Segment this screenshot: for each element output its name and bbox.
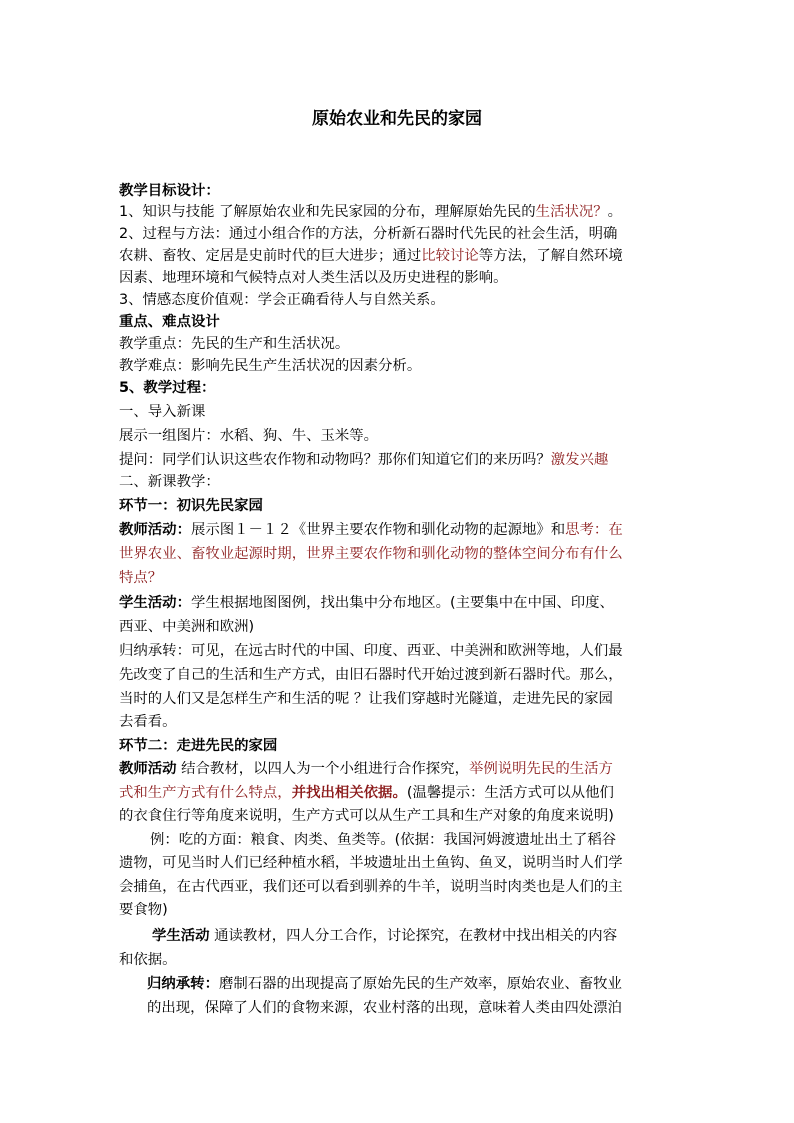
paragraph-line: 的衣食住行等角度来说明，生产方式可以从生产工具和生产对象的角度来说明) — [119, 808, 614, 824]
paragraph-line: 教师活动：展示图１－１２《世界主要农作物和驯化动物的起源地》和思考：在 — [119, 522, 623, 538]
paragraph-line: 二、新课教学： — [119, 474, 220, 490]
paragraph-line: 因素、地理环境和气候特点对人类生活以及历史进程的影响。 — [119, 270, 508, 286]
paragraph-line: 先改变了自己的生活和生产方式，由旧石器时代开始过渡到新石器时代。那么， — [119, 667, 623, 683]
section-heading-step-two: 环节二：走进先民的家园 — [119, 738, 278, 754]
paragraph-line: 例：吃的方面：粮食、肉类、鱼类等。(依据：我国河姆渡遗址出土了稻谷 — [150, 832, 617, 848]
paragraph-line: 归纳承转：磨制石器的出现提高了原始先民的生产效率，原始农业、畜牧业 — [147, 976, 622, 992]
paragraph-line: 3、情感态度价值观：学会正确看待人与自然关系。 — [119, 292, 445, 308]
paragraph-line: 式和生产方式有什么特点，并找出相关依据。(温馨提示：生活方式可以从他们 — [119, 785, 614, 801]
paragraph-line: 世界农业、畜牧业起源时期，世界主要农作物和驯化动物的整体空间分布有什么 — [119, 546, 623, 562]
paragraph-line: 一、导入新课 — [119, 404, 206, 420]
page-title: 原始农业和先民的家园 — [312, 109, 482, 129]
paragraph-line: 学生活动：学生根据地图图例，找出集中分布地区。(主要集中在中国、印度、 — [119, 595, 614, 611]
paragraph-line: 和依据。 — [119, 952, 177, 968]
paragraph-line: 教师活动 结合教材，以四人为一个小组进行合作探究，举例说明先民的生活方 — [119, 761, 613, 777]
paragraph-line: 1、知识与技能 了解原始农业和先民家园的分布，理解原始先民的生活状况？。 — [119, 204, 623, 220]
paragraph-line: 特点？ — [119, 570, 163, 586]
paragraph-line: 2、过程与方法：通过小组合作的方法，分析新石器时代先民的社会生活，明确 — [119, 226, 618, 242]
paragraph-line: 展示一组图片：水稻、狗、牛、玉米等。 — [119, 428, 379, 444]
paragraph-line: 会捕鱼，在古代西亚，我们还可以看到驯养的牛羊，说明当时肉类也是人们的主 — [119, 879, 623, 895]
paragraph-line: 教学重点：先民的生产和生活状况。 — [119, 336, 350, 352]
paragraph-line: 遗物，可见当时人们已经种植水稻，半坡遗址出土鱼钩、鱼叉，说明当时人们学 — [119, 855, 623, 871]
paragraph-line: 当时的人们又是怎样生产和生活的呢 ？让我们穿越时光隧道，走进先民的家园 — [119, 691, 613, 707]
section-heading-objectives: 教学目标设计： — [119, 183, 220, 199]
paragraph-line: 归纳承转：可见，在远古时代的中国、印度、西亚、中美洲和欧洲等地，人们最 — [119, 643, 623, 659]
paragraph-line: 农耕、畜牧、定居是史前时代的巨大进步；通过比较讨论等方法，了解自然环境 — [119, 248, 623, 264]
paragraph-line: 教学难点：影响先民生产生活状况的因素分析。 — [119, 358, 422, 374]
paragraph-line: 西亚、中美洲和欧洲) — [119, 619, 255, 635]
section-heading-process: 5、教学过程： — [119, 380, 216, 396]
paragraph-line: 去看看。 — [119, 714, 177, 730]
section-heading-key-points: 重点、难点设计 — [119, 314, 220, 330]
section-heading-step-one: 环节一：初识先民家园 — [119, 498, 263, 514]
paragraph-line: 提问：同学们认识这些农作物和动物吗？那你们知道它们的来历吗？激发兴趣 — [119, 452, 609, 468]
paragraph-line: 学生活动 通读教材，四人分工合作，讨论探究，在教材中找出相关的内容 — [152, 928, 618, 944]
paragraph-line: 要食物) — [119, 902, 168, 918]
paragraph-line: 的出现，保障了人们的食物来源，农业村落的出现，意味着人类由四处漂泊 — [147, 1000, 622, 1016]
